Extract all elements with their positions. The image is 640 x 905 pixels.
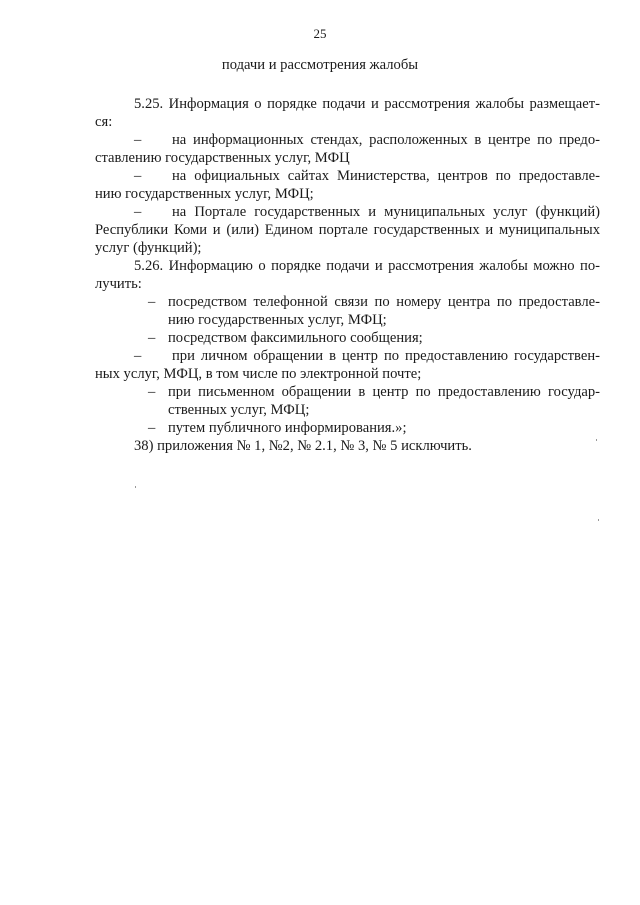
paragraph-line: 38) приложения № 1, №2, № 2.1, № 3, № 5 исключить. [134, 438, 472, 454]
scan-speck [596, 439, 597, 441]
paragraph-line: лучить: [95, 276, 142, 292]
list-dash: – [134, 348, 142, 364]
list-item-line: при личном обращении в центр по предоставлению государствен- [172, 348, 600, 364]
list-dash: – [148, 330, 156, 346]
list-dash: – [134, 168, 142, 184]
list-item-line: ных услуг, МФЦ, в том числе по электронной почте; [95, 366, 422, 382]
paragraph-line: 5.26. Информацию о порядке подачи и рассмотрения жалобы можно по- [134, 258, 600, 274]
list-item-line: нию государственных услуг, МФЦ; [168, 312, 387, 328]
list-item-line: нию государственных услуг, МФЦ; [95, 186, 314, 202]
list-item-line: на Портале государственных и муниципальных услуг (функций) [172, 204, 600, 220]
list-item-line: на официальных сайтах Министерства, центров по предоставле- [172, 168, 600, 184]
list-dash: – [148, 384, 156, 400]
list-item-line: услуг (функций); [95, 240, 202, 256]
list-item-line: Республики Коми и (или) Едином портале государственных и муниципальных [95, 222, 600, 238]
list-item-line: путем публичного информирования.»; [168, 420, 407, 436]
paragraph-line: 5.25. Информация о порядке подачи и рассмотрения жалобы размещает- [134, 96, 600, 112]
list-item-line: ственных услуг, МФЦ; [168, 402, 310, 418]
list-item-line: посредством телефонной связи по номеру центра по предоставле- [168, 294, 600, 310]
list-dash: – [134, 132, 142, 148]
list-item-line: ставлению государственных услуг, МФЦ [95, 150, 350, 166]
list-item-line: при письменном обращении в центр по предоставлению государ- [168, 384, 600, 400]
paragraph-line: ся: [95, 114, 113, 130]
list-dash: – [148, 294, 156, 310]
page-number: 25 [313, 26, 327, 41]
scan-speck [598, 519, 599, 521]
list-item-line: на информационных стендах, расположенных в центре по предо- [172, 132, 600, 148]
scan-speck [135, 486, 136, 488]
list-dash: – [134, 204, 142, 220]
list-dash: – [148, 420, 156, 436]
page-heading: подачи и рассмотрения жалобы [221, 57, 419, 73]
list-item-line: посредством факсимильного сообщения; [168, 330, 423, 346]
